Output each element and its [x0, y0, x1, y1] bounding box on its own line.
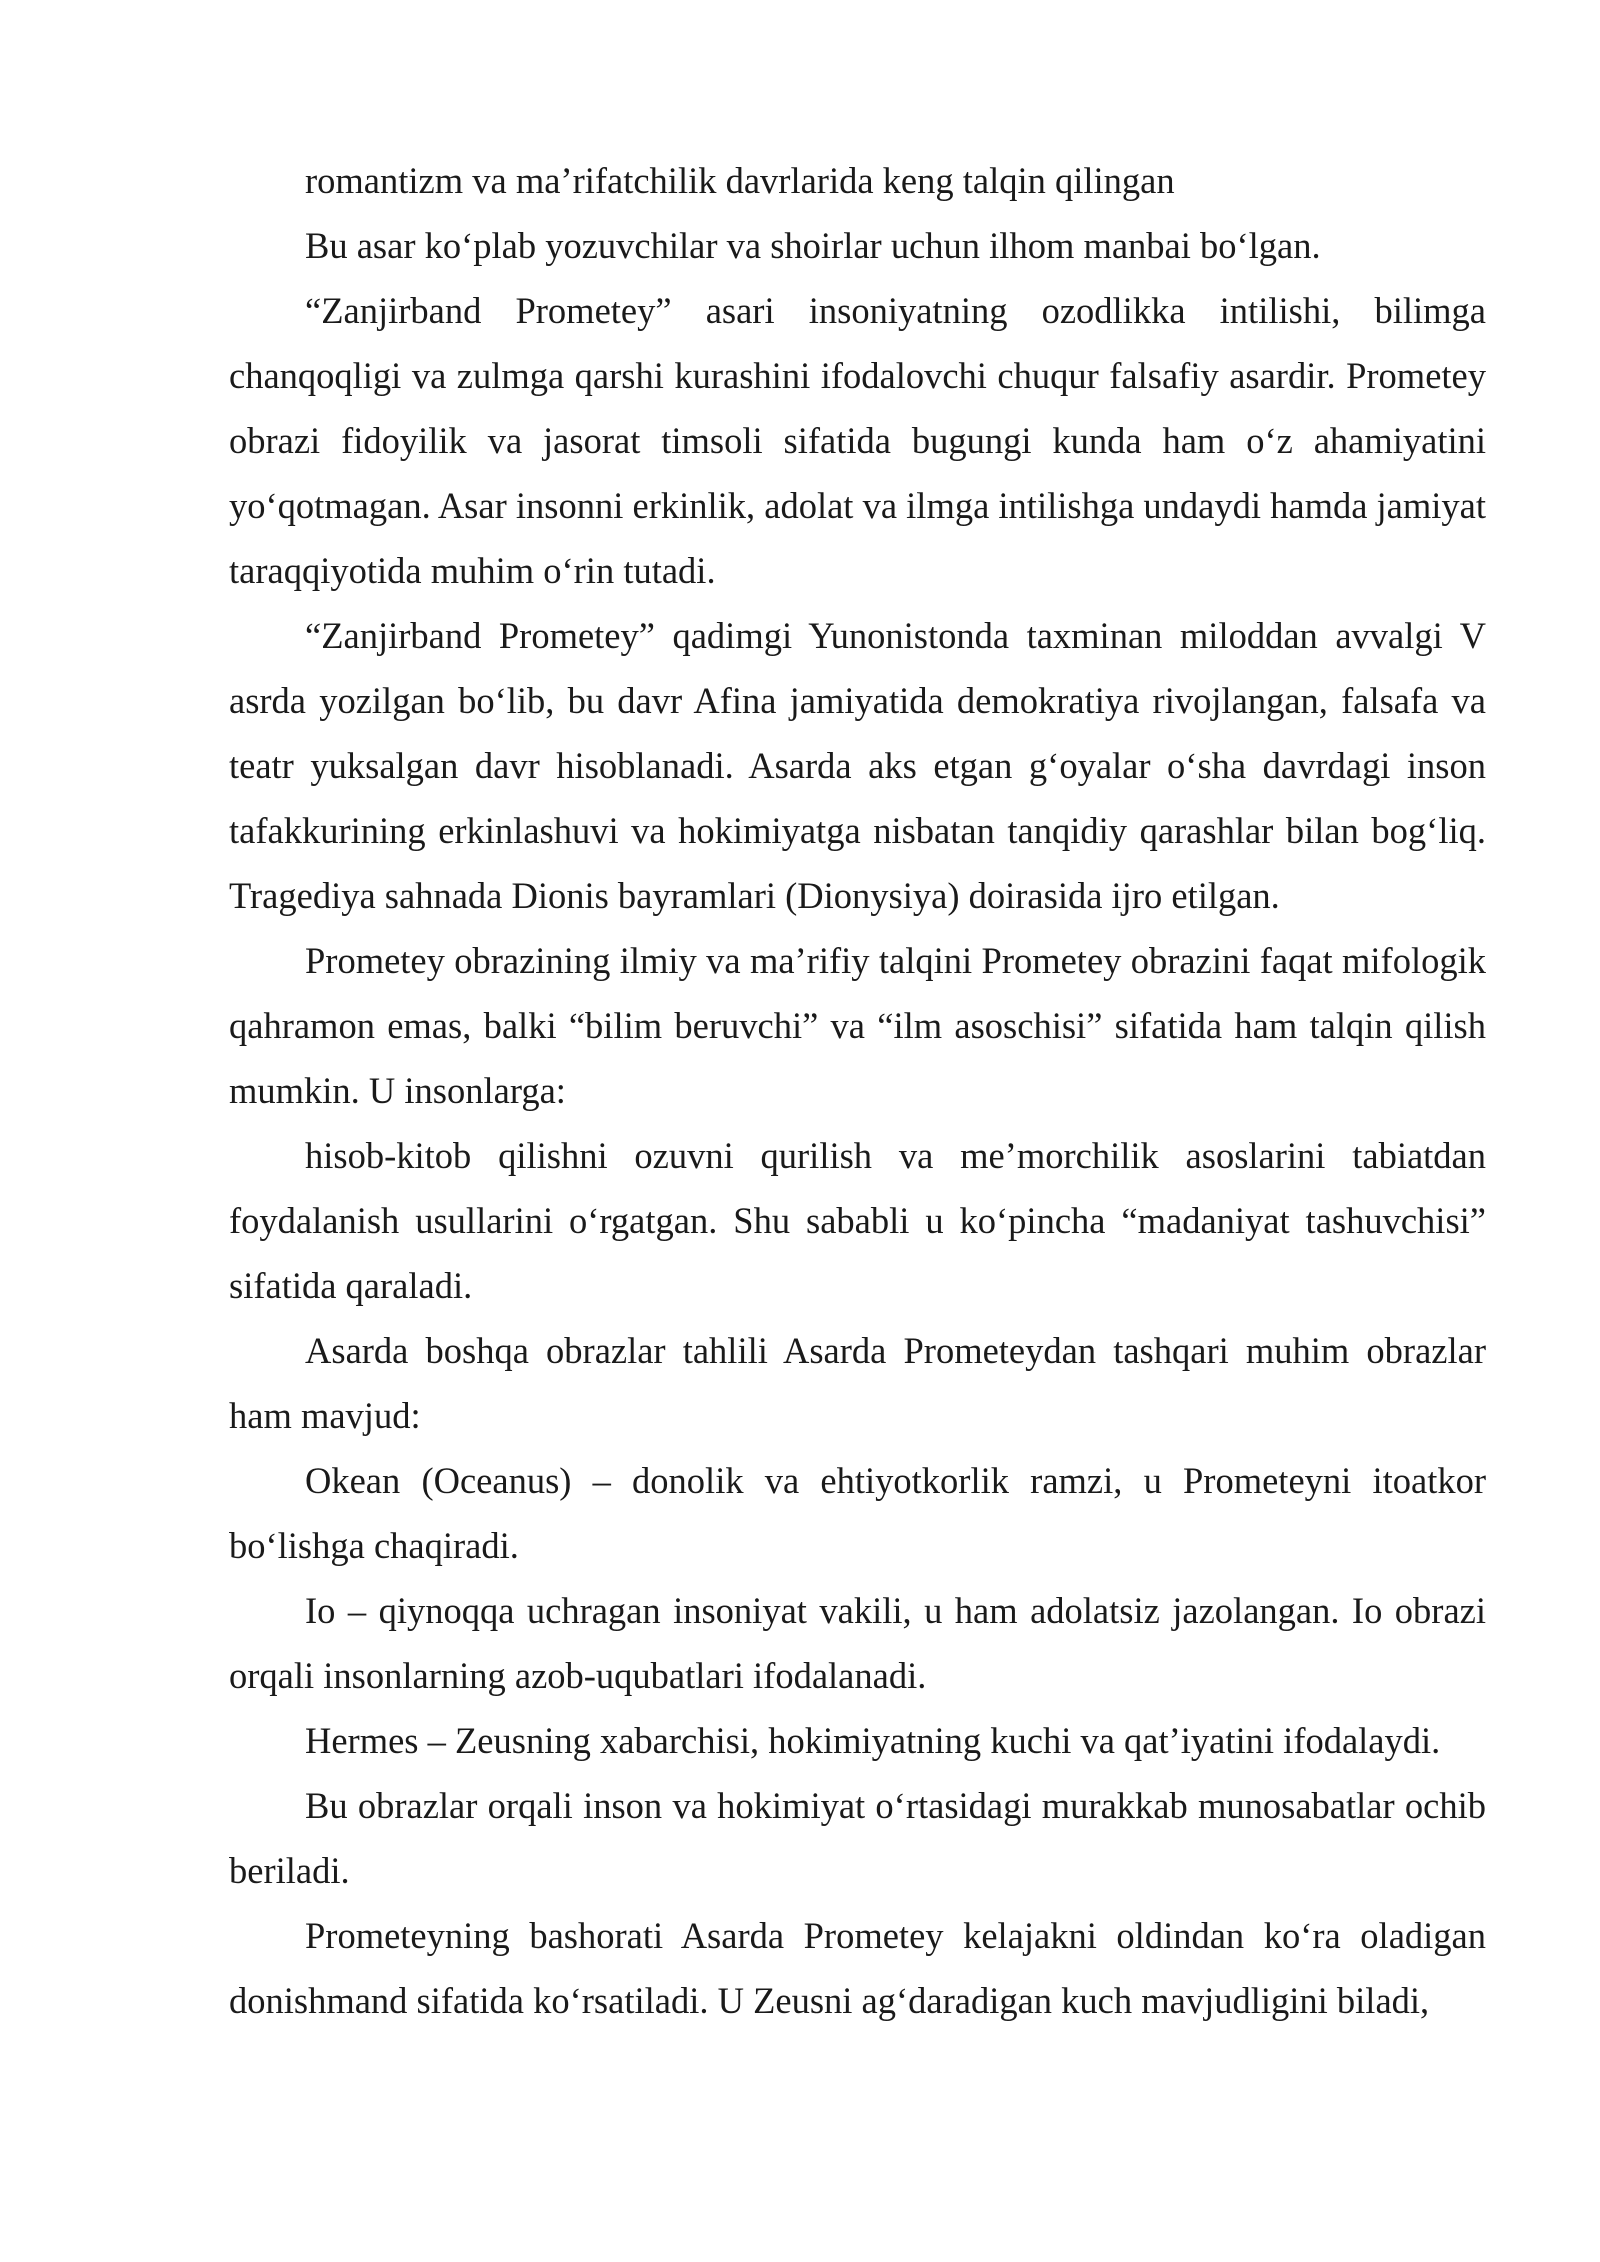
paragraph-2: Bu asar ko‘plab yozuvchilar va shoirlar uchun ilhom manbai bo‘lgan.	[305, 225, 1321, 266]
paragraph-10: Hermes – Zeusning xabarchisi, hokimiyatning kuchi va qat’iyatini ifodalaydi.	[305, 1720, 1441, 1761]
paragraph-11: Bu obrazlar orqali inson va hokimiyat o‘rtasidagi murakkab munosabatlar ochib beriladi.	[229, 1785, 1486, 1891]
paragraph-9: Io – qiynoqqa uchragan insoniyat vakili, u ham adolatsiz jazolangan. Io obrazi orqali insonlarning azob-uqubatlari ifodalanadi.	[229, 1590, 1486, 1696]
paragraph-8: Okean (Oceanus) – donolik va ehtiyotkorlik ramzi, u Prometeyni itoatkor bo‘lishga chaqiradi.	[229, 1460, 1486, 1566]
text-column	[229, 148, 1486, 2033]
paragraph-1: romantizm va ma’rifatchilik davrlarida keng talqin qilingan	[305, 160, 1175, 201]
paragraph-6: hisob-kitob qilishni ozuvni qurilish va me’morchilik asoslarini tabiatdan foydalanish usullarini o‘rgatgan. Shu sababli u ko‘pincha “madaniyat tashuvchisi” sifatida qaraladi.	[229, 1135, 1486, 1306]
paragraph-5: Prometey obrazining ilmiy va ma’rifiy talqini Prometey obrazini faqat mifologik qahramon emas, balki “bilim beruvchi” va “ilm asoschisi” sifatida ham talqin qilish mumkin. U insonlarga:	[229, 940, 1486, 1111]
paragraph-12: Prometeyning bashorati Asarda Prometey kelajakni oldindan ko‘ra oladigan donishmand sifatida ko‘rsatiladi. U Zeusni ag‘daradigan kuch mavjudligini biladi,	[229, 1915, 1486, 2021]
paragraph-3: “Zanjirband Prometey” asari insoniyatning ozodlikka intilishi, bilimga chanqoqligi va zulmga qarshi kurashini ifodalovchi chuqur falsafiy asardir. Prometey obrazi fidoyilik va jasorat timsoli sifatida bugungi kunda ham o‘z ahamiyatini yo‘qotmagan. Asar insonni erkinlik, adolat va ilmga intilishga undaydi hamda jamiyat taraqqiyotida muhim o‘rin tutadi.	[229, 290, 1486, 591]
paragraph-4: “Zanjirband Prometey” qadimgi Yunonistonda taxminan miloddan avvalgi V asrda yozilgan bo‘lib, bu davr Afina jamiyatida demokratiya rivojlangan, falsafa va teatr yuksalgan davr hisoblanadi. Asarda aks etgan g‘oyalar o‘sha davrdagi inson tafakkurining erkinlashuvi va hokimiyatga nisbatan tanqidiy qarashlar bilan bog‘liq. Tragediya sahnada Dionis bayramlari (Dionysiya) doirasida ijro etilgan.	[229, 615, 1486, 916]
paragraph-7: Asarda boshqa obrazlar tahlili Asarda Prometeydan tashqari muhim obrazlar ham mavjud:	[229, 1330, 1486, 1436]
